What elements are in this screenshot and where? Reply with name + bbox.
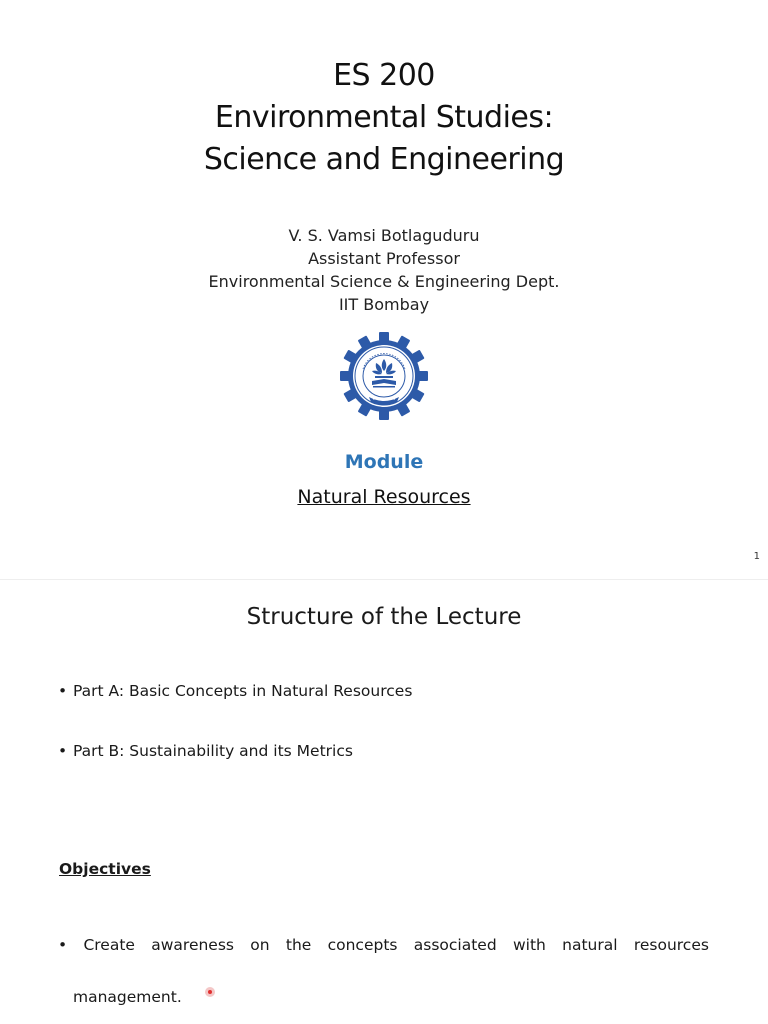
objective-word: concepts: [327, 936, 398, 954]
list-item: [58, 680, 412, 702]
course-title-line-1: Environmental Studies:: [214, 100, 554, 135]
objective-word: with: [512, 936, 546, 954]
slide-title: Structure of the Lecture: [246, 604, 522, 630]
objective-word: the: [285, 936, 312, 954]
objectives-heading: Objectives: [59, 860, 151, 878]
objective-word: Create: [83, 936, 135, 954]
objective-word: on: [250, 936, 270, 954]
objective-line-2: management.: [73, 988, 182, 1006]
objective-word: natural: [562, 936, 618, 954]
course-title-line-2: Science and Engineering: [203, 142, 565, 177]
objective-word: awareness: [151, 936, 234, 954]
author-role: Assistant Professor: [308, 249, 460, 268]
list-item: [58, 740, 353, 762]
objective-item: [58, 919, 709, 1023]
course-code: ES 200: [333, 58, 435, 93]
author-department: Environmental Science & Engineering Dept.: [208, 272, 560, 291]
bullet-icon: •: [58, 682, 68, 700]
page-number: 1: [753, 551, 760, 562]
list-item-text: Part B: Sustainability and its Metrics: [73, 742, 353, 760]
bullet-icon: •: [58, 742, 68, 760]
author-name: V. S. Vamsi Botlaguduru: [288, 226, 480, 245]
slide-2: [0, 580, 768, 1024]
laser-pointer-icon: [205, 987, 215, 997]
objective-word: resources: [633, 936, 709, 954]
module-label: Module: [344, 451, 424, 473]
module-name: Natural Resources: [297, 486, 471, 508]
iit-bombay-emblem-icon: [339, 331, 429, 421]
author-institute: IIT Bombay: [338, 295, 430, 314]
objective-word: associated: [413, 936, 497, 954]
objective-line-1: [58, 919, 709, 971]
list-item-text: Part A: Basic Concepts in Natural Resources: [73, 682, 413, 700]
bullet-icon: •: [58, 936, 68, 954]
